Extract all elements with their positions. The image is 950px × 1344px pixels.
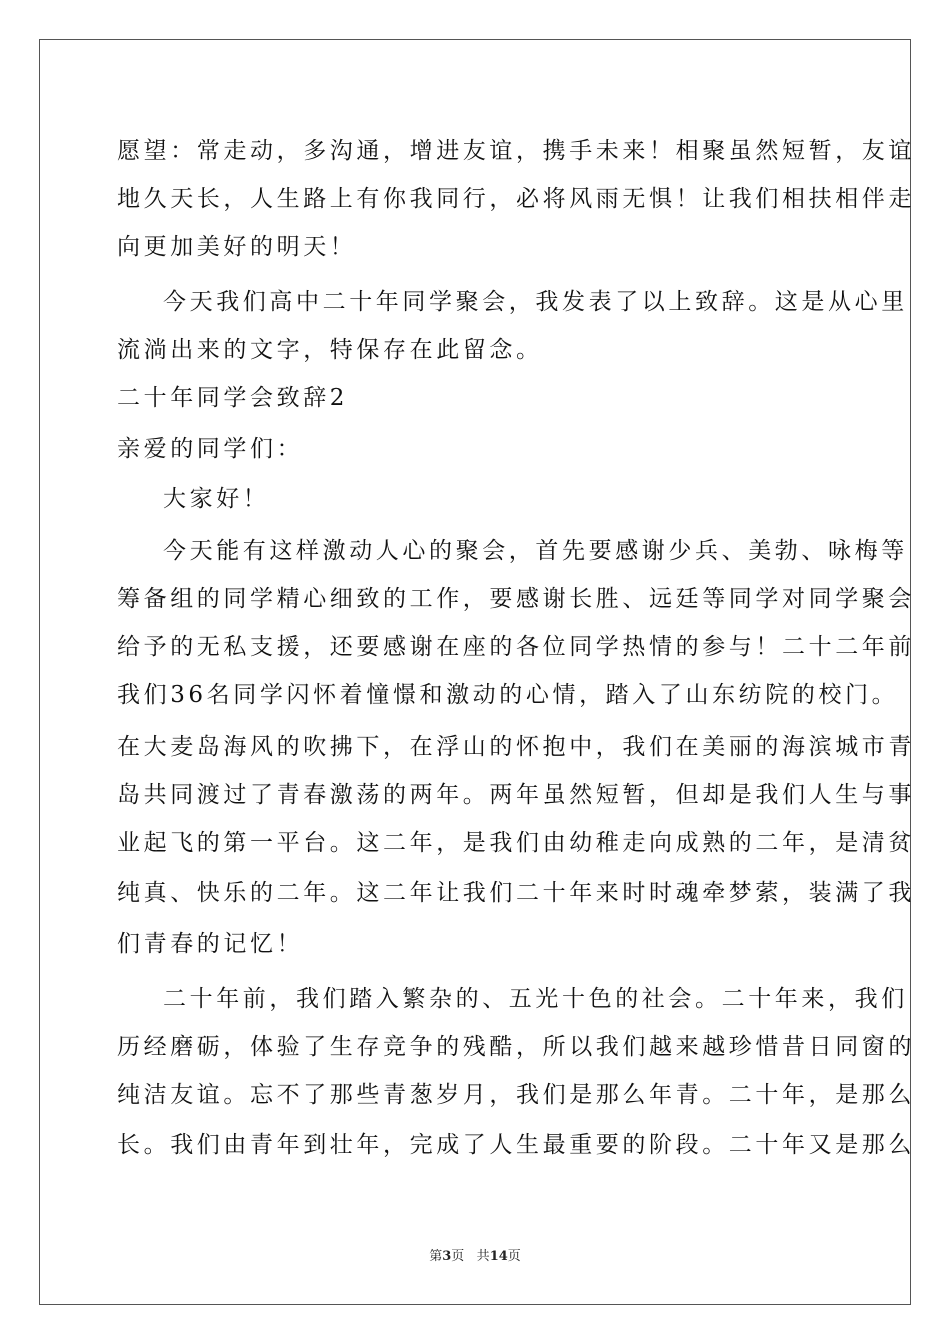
greeting: 大家好！ [163, 486, 270, 512]
text-line: 地久天长，人生路上有你我同行，必将风雨无惧！让我们相扶相伴走 [117, 186, 915, 212]
total-prefix: 共 [476, 1249, 490, 1264]
page-prefix: 第 [429, 1249, 443, 1264]
salutation: 亲爱的同学们： [117, 436, 304, 462]
text-line: 今天我们高中二十年同学聚会，我发表了以上致辞。这是从心里 [163, 289, 908, 315]
text-line: 流淌出来的文字，特保存在此留念。 [117, 337, 543, 363]
total-pages: 14 [489, 1249, 508, 1264]
section-heading: 二十年同学会致辞2 [117, 385, 349, 411]
text-line: 纯真、快乐的二年。这二年让我们二十年来时时魂牵梦萦，装满了我 [117, 880, 915, 906]
page-footer [0, 1248, 950, 1266]
text-line: 筹备组的同学精心细致的工作，要感谢长胜、远廷等同学对同学聚会 [117, 586, 915, 612]
total-suffix: 页 [507, 1249, 521, 1264]
text-line: 业起飞的第一平台。这二年，是我们由幼稚走向成熟的二年，是清贫 [117, 830, 915, 856]
text-line: 二十年前，我们踏入繁杂的、五光十色的社会。二十年来，我们 [163, 986, 908, 1012]
text-line: 岛共同渡过了青春激荡的两年。两年虽然短暂，但却是我们人生与事 [117, 782, 915, 808]
text-line: 给予的无私支援，还要感谢在座的各位同学热情的参与！二十二年前 [117, 634, 915, 660]
text-line: 愿望：常走动，多沟通，增进友谊，携手未来！相聚虽然短暂，友谊 [117, 138, 915, 164]
text-line: 们青春的记忆！ [117, 931, 304, 957]
page-number: 3 [442, 1249, 452, 1264]
page-suffix: 页 [451, 1249, 465, 1264]
text-line: 今天能有这样激动人心的聚会，首先要感谢少兵、美勃、咏梅等 [163, 538, 908, 564]
text-line: 历经磨砺，体验了生存竞争的残酷，所以我们越来越珍惜昔日同窗的 [117, 1034, 915, 1060]
text-line: 纯洁友谊。忘不了那些青葱岁月，我们是那么年青。二十年，是那么 [117, 1082, 915, 1108]
text-line: 我们36名同学闪怀着憧憬和激动的心情，踏入了山东纺院的校门。 [117, 682, 899, 708]
text-line: 向更加美好的明天！ [117, 234, 357, 260]
text-line: 长。我们由青年到壮年，完成了人生最重要的阶段。二十年又是那么 [117, 1132, 915, 1158]
text-line: 在大麦岛海风的吹拂下，在浮山的怀抱中，我们在美丽的海滨城市青 [117, 734, 915, 760]
page-border [39, 39, 915, 1305]
